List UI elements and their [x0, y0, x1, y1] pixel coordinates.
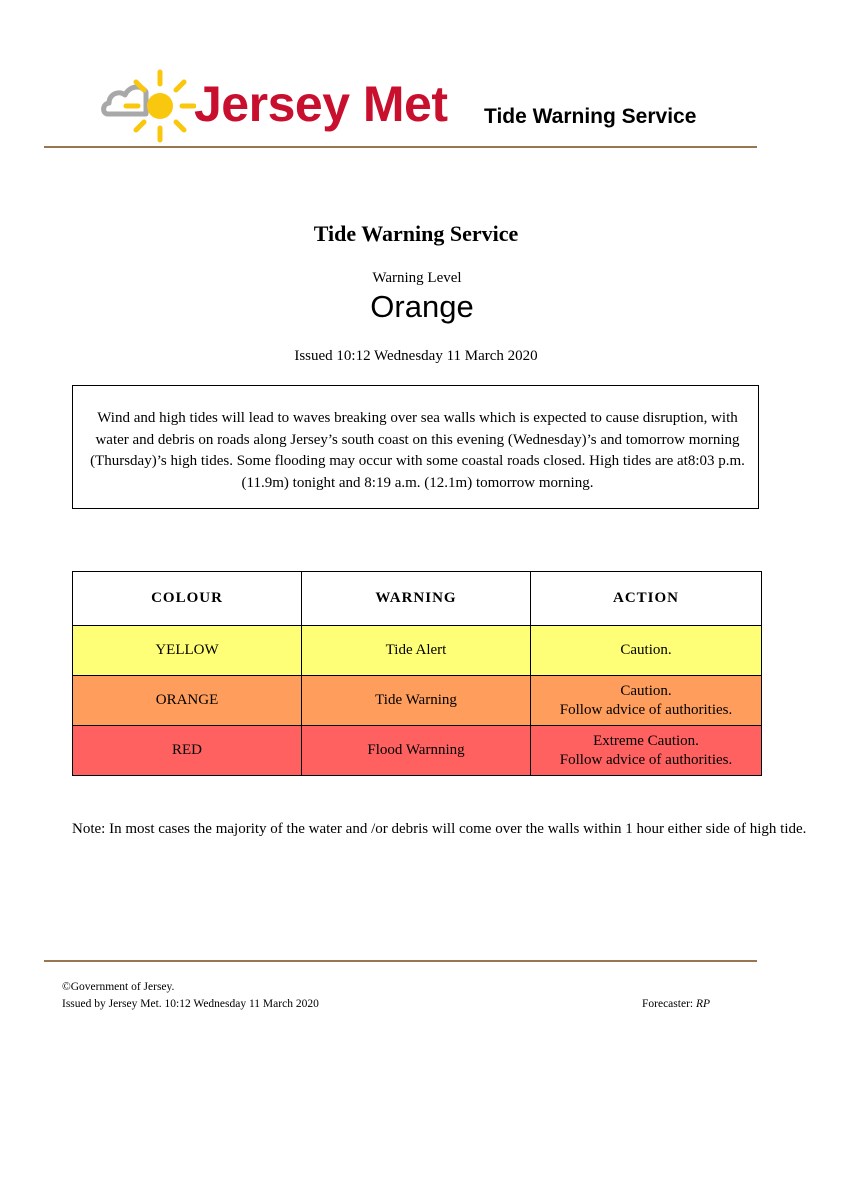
footer-issued-by: Issued by Jersey Met. 10:12 Wednesday 11 March 2020	[62, 998, 319, 1010]
cloud-icon	[104, 87, 146, 114]
table-cell-action	[531, 676, 762, 726]
footer-copyright: ©Government of Jersey.	[62, 981, 175, 993]
table-cell-colour: RED	[73, 726, 302, 776]
table-cell-warning: Flood Warnning	[302, 726, 531, 776]
table-cell-colour: ORANGE	[73, 676, 302, 726]
table-cell-colour: YELLOW	[73, 626, 302, 676]
table-cell-action	[531, 626, 762, 676]
header-service-title: Tide Warning Service	[484, 105, 697, 128]
sun-cloud-icon	[100, 68, 196, 144]
action-line-2: Follow advice of authorities.	[559, 701, 733, 718]
header-divider	[44, 146, 757, 148]
warning-message-box	[72, 385, 759, 509]
table-row-red	[73, 726, 762, 776]
logo-wordmark: Jersey Met	[194, 76, 448, 132]
table-row-orange	[73, 676, 762, 726]
warning-level-value: Orange	[370, 289, 474, 324]
action-line-1: Extreme Caution.	[593, 732, 699, 749]
forecaster-label: Forecaster:	[642, 998, 694, 1010]
jersey-met-logo	[100, 68, 450, 144]
warning-levels-table	[72, 571, 762, 776]
column-header-warning: WARNING	[302, 572, 531, 626]
forecaster-initials: RP	[695, 998, 711, 1010]
document-title: Tide Warning Service	[313, 221, 519, 246]
sun-icon	[126, 72, 194, 140]
table-cell-warning: Tide Alert	[302, 626, 531, 676]
warning-level-label: Warning Level	[372, 270, 462, 286]
column-header-action: ACTION	[531, 572, 762, 626]
table-cell-action	[531, 726, 762, 776]
table-header-row	[73, 572, 762, 626]
footer-divider	[44, 960, 757, 962]
table-cell-warning: Tide Warning	[302, 676, 531, 726]
column-header-colour: COLOUR	[73, 572, 302, 626]
footer-forecaster	[642, 997, 710, 1012]
action-line-1: Caution.	[620, 682, 672, 699]
action-line-2: Follow advice of authorities.	[559, 751, 733, 768]
action-line-1: Caution.	[620, 642, 672, 658]
high-tide-note: Note: In most cases the majority of the water and /or debris will come over the walls within 1 hour either side of high tide.	[72, 821, 807, 837]
issued-timestamp: Issued 10:12 Wednesday 11 March 2020	[294, 348, 538, 364]
warning-message-text: Wind and high tides will lead to waves breaking over sea walls which is expected to cause disruption, with water and debris on roads along Jersey’s south coast on this evening (Wednesday)’s and tomorrow morning (Thursday)’s high tides. Some flooding may occur with some coastal roads closed. High tides are at8:03 p.m. (11.9m) tonight and 8:19 a.m. (12.1m) tomorrow morning.	[90, 410, 745, 491]
table-row-yellow	[73, 626, 762, 676]
